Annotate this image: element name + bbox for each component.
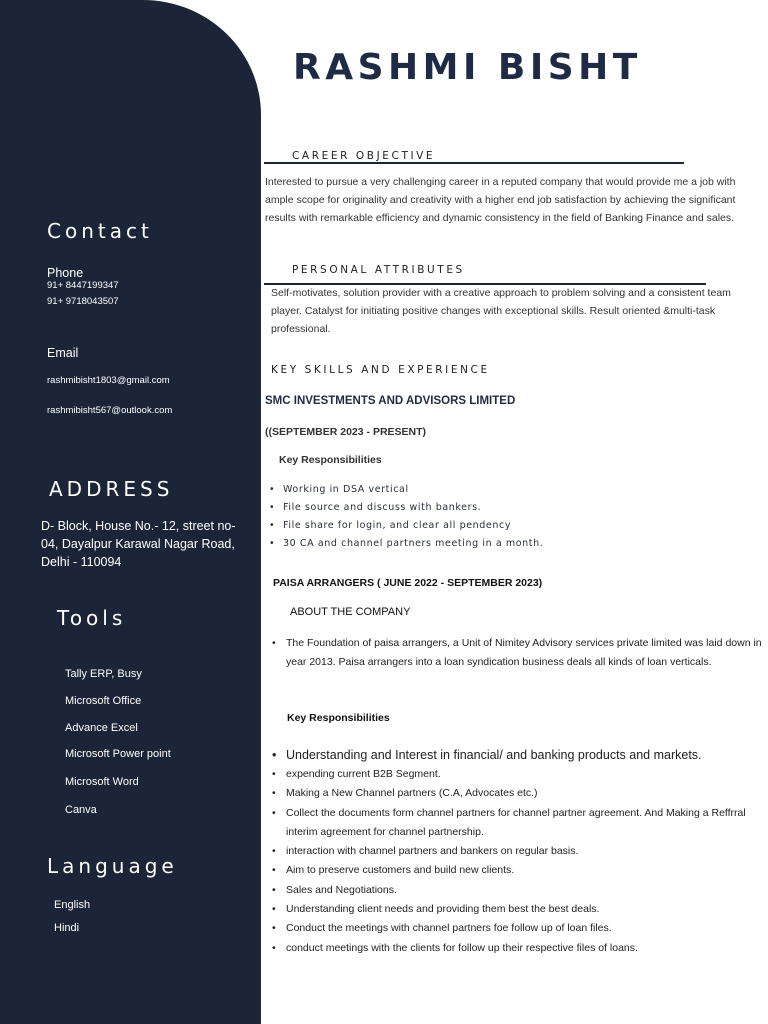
contact-heading: Contact: [47, 219, 153, 243]
company-name: SMC INVESTMENTS AND ADVISORS LIMITED: [265, 395, 516, 407]
list-item: • Conduct the meetings with channel partners foe follow up of loan files.: [268, 919, 760, 938]
phone-number: 91+ 9718043507: [47, 296, 119, 307]
job-period: ((SEPTEMBER 2023 - PRESENT): [265, 426, 427, 438]
resume-name: RASHMI BISHT: [293, 47, 642, 88]
career-divider: [264, 162, 684, 164]
career-objective-heading: CAREER OBJECTIVE: [292, 150, 436, 162]
list-item: • Sales and Negotiations.: [268, 881, 760, 900]
list-item: • File share for login, and clear all pendency: [265, 517, 755, 535]
address-heading: ADDRESS: [49, 477, 174, 501]
email-label: Email: [47, 346, 79, 360]
list-item: • Aim to preserve customers and build new clients.: [268, 861, 760, 880]
language-item: Hindi: [54, 922, 80, 934]
language-heading: Language: [47, 854, 178, 878]
career-objective-text: Interested to pursue a very challenging career in a reputed company that would provide me a job with ample scope for originality and creativity with a higher end job satisfaction by achieving the significant results with remarkable efficiency and dynamic consistency in the field of Banking Finance and sales.: [265, 176, 736, 224]
tool-item: Microsoft Power point: [65, 748, 171, 760]
list-item: • expending current B2B Segment.: [268, 765, 760, 784]
list-item: • conduct meetings with the clients for follow up their respective files of loans.: [268, 939, 760, 958]
key-skills-heading: KEY SKILLS AND EXPERIENCE: [271, 364, 490, 376]
language-item: English: [54, 899, 91, 911]
list-item: • Understanding client needs and providing them best the best deals.: [268, 900, 760, 919]
personal-attributes-heading: PERSONAL ATTRIBUTES: [292, 264, 465, 276]
phone-label: Phone: [47, 266, 84, 280]
job2-responsibilities-list: [268, 745, 760, 958]
responsibilities-heading: Key Responsibilities: [287, 712, 390, 724]
list-item: • Making a New Channel partners (C.A, Advocates etc.): [268, 784, 760, 803]
about-company-heading: ABOUT THE COMPANY: [290, 606, 411, 618]
email-address: rashmibisht1803@gmail.com: [47, 375, 170, 386]
list-item: • Understanding and Interest in financial/ and banking products and markets.: [268, 745, 760, 765]
email-address: rashmibisht567@outlook.com: [47, 405, 173, 416]
tool-item: Canva: [65, 804, 97, 816]
responsibilities-heading: Key Responsibilities: [279, 454, 382, 466]
list-item: • Working in DSA vertical: [265, 481, 755, 499]
list-item: • Collect the documents form channel partners for channel partner agreement. And Making a Reffrral interim agreement for channel partnership.: [268, 804, 760, 843]
phone-number: 91+ 8447199347: [47, 280, 119, 291]
tool-item: Advance Excel: [65, 722, 138, 734]
list-item: • File source and discuss with bankers.: [265, 499, 755, 517]
company-name: PAISA ARRANGERS ( JUNE 2022 - SEPTEMBER 2023): [273, 577, 543, 589]
about-company-list: [268, 634, 768, 673]
list-item: • The Foundation of paisa arrangers, a Unit of Nimitey Advisory services private limited was laid down in year 2013. Paisa arrangers into a loan syndication business deals all kinds of loan verticals.: [268, 634, 768, 673]
tool-item: Tally ERP, Busy: [65, 668, 142, 680]
tools-heading: Tools: [57, 606, 127, 630]
tool-item: Microsoft Word: [65, 776, 139, 788]
list-item: • 30 CA and channel partners meeting in a month.: [265, 535, 755, 553]
address-text: D- Block, House No.- 12, street no- 04, Dayalpur Karawal Nagar Road, Delhi - 110094: [41, 519, 236, 569]
list-item: • interaction with channel partners and bankers on regular basis.: [268, 842, 760, 861]
tool-item: Microsoft Office: [65, 695, 142, 707]
job1-responsibilities-list: [265, 481, 755, 553]
personal-attributes-text: Self-motivates, solution provider with a creative approach to problem solving and a consistent team player. Catalyst for initiating positive changes with exceptional skills. Result oriented &multi-task professional.: [271, 287, 731, 335]
